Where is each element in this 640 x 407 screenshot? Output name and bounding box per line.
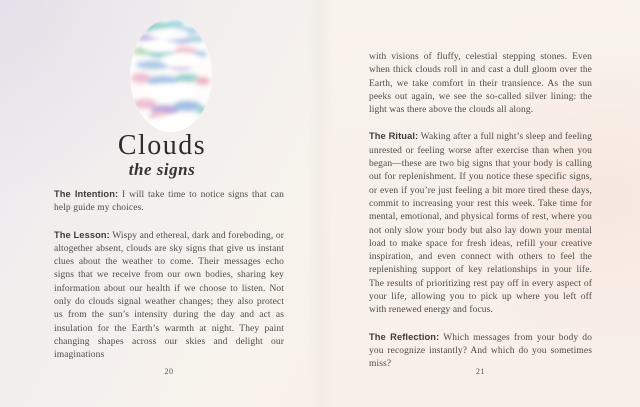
intention-text: I will take time to notice signs that can help guide my choices. xyxy=(54,190,284,214)
intention-label: The Intention: xyxy=(54,189,119,199)
intention-section xyxy=(54,188,284,216)
page-number-right: 21 xyxy=(476,367,485,376)
clouds-egg-illustration xyxy=(129,18,213,133)
lesson-label: The Lesson: xyxy=(54,229,110,240)
clouds-egg-svg xyxy=(129,18,213,133)
ritual-text: Waking after a full night’s sleep and feeling unrested or feeling worse after exercise than when you began—these are two big signs that your body is calling out for replenishment. If you notice these specific signs, or even if you’re just feeling a bit more tired these days, commit to increasing your rest this week. Take time for mental, emotional, and physical forms of rest, where you not only slow your body but also lay down your mental load to make space for fresh ideas, refill your creative inspiration, and even connect with others to feel the replenishing support of key relationships in your life. The results of prioritizing rest pay off in every aspect of your life, allowing you to pick up where you left off with renewed energy and focus. xyxy=(369,132,592,316)
chapter-subtitle: the signs xyxy=(128,160,196,179)
lesson-section xyxy=(54,229,284,363)
right-page xyxy=(320,0,640,407)
reflection-label: The Reflection: xyxy=(369,331,440,342)
ritual-section xyxy=(369,130,592,317)
left-text-column xyxy=(54,188,284,363)
reflection-section xyxy=(369,331,592,372)
reflection-text: Which messages from your body do you recognize instantly? And which do you sometimes miss? xyxy=(369,332,592,370)
chapter-title: Clouds xyxy=(117,130,207,161)
lesson-continuation: with visions of fluffy, celestial stepping stones. Even when thick clouds roll in and cast a dull gloom over the Earth, we take comfort in their transience. As the sun peeks out again, we see the so-called silver lining: the light was there above the clouds all along. xyxy=(369,52,592,116)
page-number-left: 20 xyxy=(164,367,174,376)
lesson-text: Wispy and ethereal, dark and foreboding, or altogether absent, clouds are sky signs that give us instant clues about the weather to come. Their messages echo signs that we receive from our own bodies, sharing key information about our health if we choose to listen. Not only do clouds signal weather changes; they also protect us from the sun’s intensity during the day and act as insulation for the Earth’s warmth at night. They paint changing shapes across our skies and delight our imaginations xyxy=(54,230,284,361)
right-text-column xyxy=(369,51,592,372)
ritual-label: The Ritual: xyxy=(369,131,419,142)
